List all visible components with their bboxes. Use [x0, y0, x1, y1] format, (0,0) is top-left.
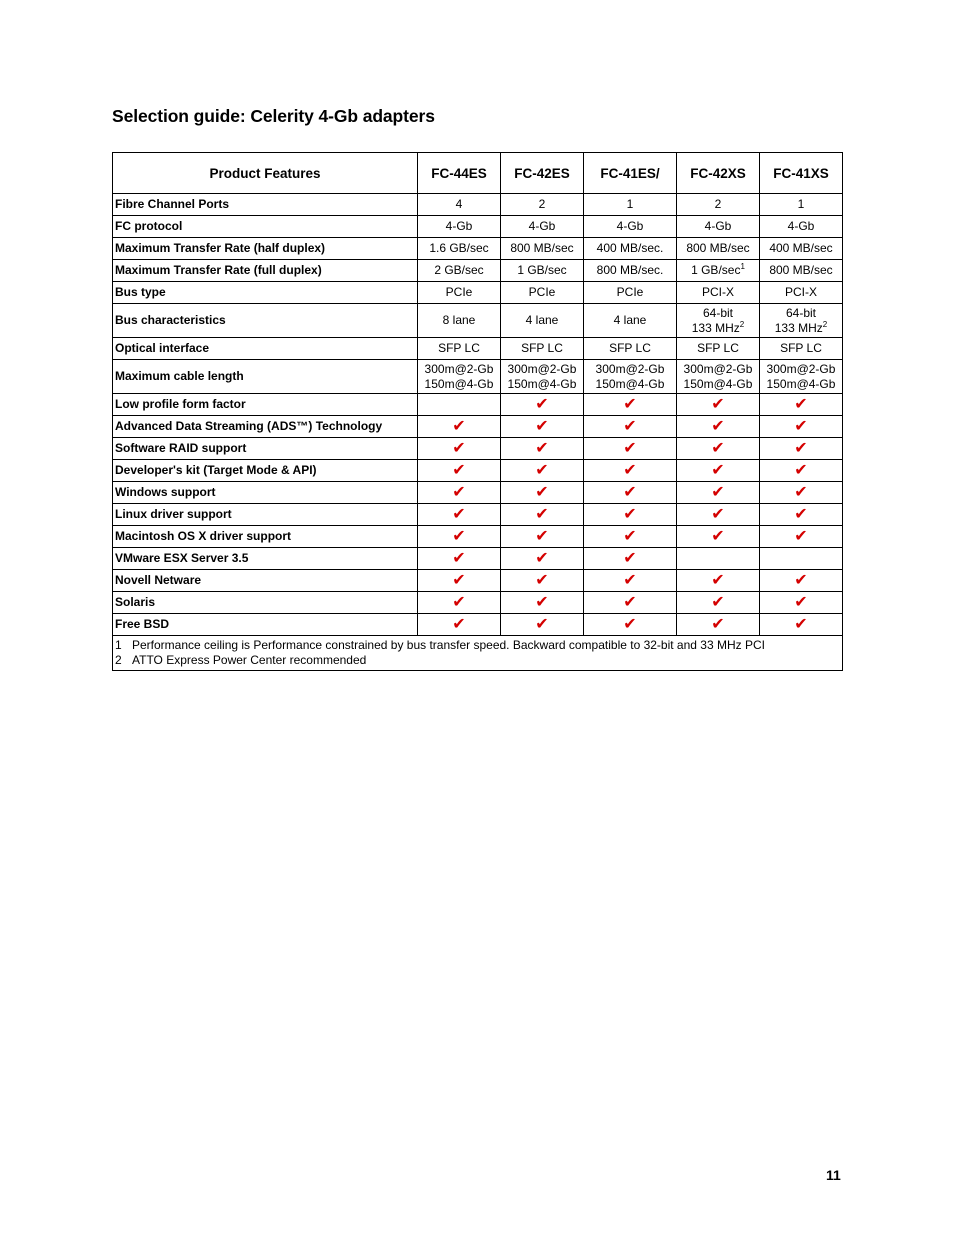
table-row: [113, 338, 843, 360]
feature-value-cell: [584, 282, 677, 304]
model-column-header: FC-42XS: [677, 153, 760, 194]
cell-text: 150m@4-Gb: [766, 376, 836, 391]
cell-text: 2: [714, 197, 722, 211]
feature-name: VMware ESX Server 3.5: [113, 548, 418, 570]
table-row: [113, 548, 843, 570]
feature-value-cell: [501, 482, 584, 504]
feature-value-cell: [418, 194, 501, 216]
table-row: [113, 614, 843, 636]
feature-value-cell: [677, 394, 760, 416]
feature-value-cell: [501, 360, 584, 394]
feature-value-cell: [584, 194, 677, 216]
cell-line: [420, 362, 498, 377]
feature-value-cell: [677, 238, 760, 260]
feature-value-cell: [501, 194, 584, 216]
feature-value-cell: [584, 438, 677, 460]
selection-guide-table: [112, 152, 843, 671]
feature-value-cell: [418, 438, 501, 460]
cell-text: 800 MB/sec.: [596, 263, 664, 277]
feature-value-cell: [760, 416, 843, 438]
cell-line: [679, 321, 757, 336]
table-row: [113, 216, 843, 238]
cell-text: PCIe: [616, 285, 644, 299]
feature-name: FC protocol: [113, 216, 418, 238]
cell-text: 4-Gb: [704, 219, 732, 233]
feature-value-cell: [584, 504, 677, 526]
feature-value-cell: [501, 304, 584, 338]
feature-value-cell: [677, 416, 760, 438]
feature-name: Windows support: [113, 482, 418, 504]
feature-value-cell: [418, 526, 501, 548]
cell-line: [679, 306, 757, 321]
table-row: [113, 504, 843, 526]
cell-text: 300m@2-Gb: [595, 361, 665, 376]
table-row: [113, 438, 843, 460]
check-mark-icon: ✔: [711, 417, 725, 435]
feature-value-cell: [418, 282, 501, 304]
check-mark-icon: ✔: [535, 439, 549, 457]
check-mark-icon: ✔: [452, 615, 466, 633]
check-mark-icon: ✔: [623, 395, 637, 413]
cell-text: 1: [797, 197, 805, 211]
cell-line: [762, 377, 840, 392]
feature-name: Macintosh OS X driver support: [113, 526, 418, 548]
table-row: [113, 592, 843, 614]
feature-value-cell: [677, 504, 760, 526]
check-mark-icon: ✔: [711, 439, 725, 457]
feature-name: Bus characteristics: [113, 304, 418, 338]
check-mark-icon: ✔: [711, 527, 725, 545]
check-mark-icon: ✔: [623, 483, 637, 501]
check-mark-icon: ✔: [535, 483, 549, 501]
feature-value-cell: [677, 614, 760, 636]
header-row: [113, 153, 843, 194]
feature-name: Novell Netware: [113, 570, 418, 592]
feature-value-cell: [418, 360, 501, 394]
feature-value-cell: [760, 614, 843, 636]
check-mark-icon: ✔: [623, 549, 637, 567]
cell-text: 64-bit: [785, 305, 817, 320]
feature-value-cell: [584, 416, 677, 438]
cell-line: [762, 362, 840, 377]
cell-text: SFP LC: [780, 341, 822, 355]
feature-value-cell: [677, 570, 760, 592]
feature-value-cell: [418, 394, 501, 416]
check-mark-icon: ✔: [794, 593, 808, 611]
cell-text: PCI-X: [701, 285, 734, 299]
cell-text: SFP LC: [609, 341, 651, 355]
check-mark-icon: ✔: [794, 395, 808, 413]
model-column-header: FC-42ES: [501, 153, 584, 194]
check-mark-icon: ✔: [535, 593, 549, 611]
cell-text: 800 MB/sec: [769, 263, 833, 277]
check-mark-icon: ✔: [535, 417, 549, 435]
cell-line: [503, 362, 581, 377]
feature-value-cell: [501, 592, 584, 614]
feature-value-cell: [418, 338, 501, 360]
feature-value-cell: [760, 504, 843, 526]
cell-text: 400 MB/sec: [769, 241, 833, 255]
check-mark-icon: ✔: [535, 527, 549, 545]
feature-value-cell: [584, 304, 677, 338]
cell-text: 1.6 GB/sec: [429, 241, 489, 255]
feature-value-cell: [418, 216, 501, 238]
cell-text: 800 MB/sec: [686, 241, 750, 255]
check-mark-icon: ✔: [623, 571, 637, 589]
feature-value-cell: [418, 416, 501, 438]
table-row: [113, 260, 843, 282]
check-mark-icon: ✔: [535, 571, 549, 589]
feature-value-cell: [501, 526, 584, 548]
feature-value-cell: [760, 460, 843, 482]
check-mark-icon: ✔: [452, 417, 466, 435]
check-mark-icon: ✔: [623, 417, 637, 435]
cell-text: 4-Gb: [528, 219, 556, 233]
check-mark-icon: ✔: [794, 615, 808, 633]
feature-value-cell: [760, 216, 843, 238]
footnote-text: Performance ceiling is Performance constrained by bus transfer speed. Backward compatible to 32-bit and 33 MHz PCI: [132, 638, 765, 652]
feature-value-cell: [501, 438, 584, 460]
check-mark-icon: ✔: [535, 615, 549, 633]
check-mark-icon: ✔: [452, 527, 466, 545]
feature-name: Bus type: [113, 282, 418, 304]
feature-value-cell: [760, 570, 843, 592]
footnote-text: ATTO Express Power Center recommended: [132, 653, 367, 667]
feature-value-cell: [584, 394, 677, 416]
cell-line: [420, 377, 498, 392]
feature-value-cell: [418, 482, 501, 504]
feature-value-cell: [501, 238, 584, 260]
check-mark-icon: ✔: [452, 439, 466, 457]
cell-text: 1 GB/sec: [691, 263, 741, 277]
cell-text: 150m@4-Gb: [424, 376, 494, 391]
feature-value-cell: [584, 260, 677, 282]
feature-value-cell: [584, 482, 677, 504]
cell-text: 1 GB/sec: [517, 263, 567, 277]
feature-value-cell: [501, 216, 584, 238]
check-mark-icon: ✔: [535, 395, 549, 413]
cell-text: 300m@2-Gb: [424, 361, 494, 376]
feature-value-cell: [760, 304, 843, 338]
cell-text: PCI-X: [784, 285, 817, 299]
feature-value-cell: [677, 216, 760, 238]
check-mark-icon: ✔: [623, 615, 637, 633]
cell-text: PCIe: [445, 285, 473, 299]
table-row: [113, 238, 843, 260]
feature-value-cell: [677, 360, 760, 394]
feature-value-cell: [760, 238, 843, 260]
check-mark-icon: ✔: [452, 549, 466, 567]
cell-text: SFP LC: [521, 341, 563, 355]
check-mark-icon: ✔: [711, 461, 725, 479]
table-body: [113, 194, 843, 636]
feature-value-cell: [760, 338, 843, 360]
check-mark-icon: ✔: [711, 395, 725, 413]
check-mark-icon: ✔: [623, 505, 637, 523]
check-mark-icon: ✔: [623, 461, 637, 479]
check-mark-icon: ✔: [452, 571, 466, 589]
cell-text: 1: [626, 197, 634, 211]
cell-text: 300m@2-Gb: [507, 361, 577, 376]
feature-value-cell: [418, 592, 501, 614]
feature-value-cell: [760, 282, 843, 304]
cell-line: [503, 377, 581, 392]
cell-text: 300m@2-Gb: [683, 361, 753, 376]
feature-value-cell: [501, 614, 584, 636]
cell-text: 4-Gb: [445, 219, 473, 233]
feature-value-cell: [418, 304, 501, 338]
cell-text: 133 MHz: [691, 320, 740, 335]
feature-value-cell: [418, 614, 501, 636]
feature-value-cell: [760, 548, 843, 570]
table-row: [113, 482, 843, 504]
feature-name: Fibre Channel Ports: [113, 194, 418, 216]
check-mark-icon: ✔: [794, 527, 808, 545]
table-row: [113, 282, 843, 304]
cell-text: 150m@4-Gb: [507, 376, 577, 391]
feature-value-cell: [760, 438, 843, 460]
feature-value-cell: [418, 548, 501, 570]
feature-value-cell: [760, 260, 843, 282]
feature-name: Advanced Data Streaming (ADS™) Technology: [113, 416, 418, 438]
feature-value-cell: [677, 526, 760, 548]
footnote-marker: 2: [739, 319, 745, 329]
check-mark-icon: ✔: [535, 549, 549, 567]
table-row: [113, 416, 843, 438]
feature-value-cell: [584, 338, 677, 360]
footnote: [115, 653, 840, 668]
footnote-number: 2: [115, 653, 122, 667]
cell-text: 8 lane: [442, 313, 476, 327]
feature-value-cell: [677, 304, 760, 338]
table-row: [113, 194, 843, 216]
feature-value-cell: [677, 194, 760, 216]
footnote-marker: 1: [740, 262, 745, 271]
model-column-header: FC-41ES/: [584, 153, 677, 194]
cell-text: 150m@4-Gb: [595, 376, 665, 391]
cell-text: 4-Gb: [616, 219, 644, 233]
feature-value-cell: [584, 238, 677, 260]
check-mark-icon: ✔: [452, 505, 466, 523]
feature-value-cell: [501, 282, 584, 304]
feature-value-cell: [501, 416, 584, 438]
check-mark-icon: ✔: [452, 461, 466, 479]
feature-value-cell: [677, 482, 760, 504]
feature-value-cell: [418, 504, 501, 526]
check-mark-icon: ✔: [452, 483, 466, 501]
model-column-header: FC-44ES: [418, 153, 501, 194]
feature-value-cell: [418, 570, 501, 592]
footnote-marker: 2: [822, 319, 828, 329]
feature-value-cell: [418, 238, 501, 260]
cell-text: 133 MHz: [774, 320, 823, 335]
feature-value-cell: [677, 260, 760, 282]
cell-text: 800 MB/sec: [510, 241, 574, 255]
table-row: [113, 394, 843, 416]
feature-name: Linux driver support: [113, 504, 418, 526]
cell-text: 4: [455, 197, 463, 211]
cell-line: [586, 377, 674, 392]
cell-text: 64-bit: [702, 305, 734, 320]
check-mark-icon: ✔: [794, 505, 808, 523]
check-mark-icon: ✔: [711, 593, 725, 611]
cell-text: SFP LC: [697, 341, 739, 355]
page-number: 11: [826, 1167, 841, 1183]
feature-value-cell: [584, 570, 677, 592]
feature-value-cell: [501, 394, 584, 416]
model-column-header: FC-41XS: [760, 153, 843, 194]
check-mark-icon: ✔: [535, 461, 549, 479]
feature-value-cell: [501, 460, 584, 482]
cell-text: 4 lane: [525, 313, 559, 327]
feature-value-cell: [760, 482, 843, 504]
feature-value-cell: [418, 260, 501, 282]
cell-text: 150m@4-Gb: [683, 376, 753, 391]
feature-column-header: Product Features: [113, 153, 418, 194]
check-mark-icon: ✔: [623, 593, 637, 611]
feature-value-cell: [760, 592, 843, 614]
check-mark-icon: ✔: [794, 417, 808, 435]
check-mark-icon: ✔: [794, 461, 808, 479]
footnote: [115, 638, 840, 653]
table-row: [113, 360, 843, 394]
feature-value-cell: [760, 394, 843, 416]
feature-value-cell: [584, 526, 677, 548]
feature-name: Software RAID support: [113, 438, 418, 460]
feature-value-cell: [501, 548, 584, 570]
feature-value-cell: [584, 592, 677, 614]
check-mark-icon: ✔: [711, 483, 725, 501]
feature-value-cell: [760, 194, 843, 216]
feature-value-cell: [501, 338, 584, 360]
feature-value-cell: [677, 548, 760, 570]
cell-line: [679, 362, 757, 377]
feature-value-cell: [584, 360, 677, 394]
footnotes: [113, 636, 843, 671]
feature-value-cell: [760, 526, 843, 548]
cell-line: [679, 377, 757, 392]
feature-value-cell: [501, 504, 584, 526]
page-title: Selection guide: Celerity 4-Gb adapters: [112, 106, 435, 126]
feature-value-cell: [677, 438, 760, 460]
feature-name: Maximum Transfer Rate (half duplex): [113, 238, 418, 260]
feature-value-cell: [584, 614, 677, 636]
table-row: [113, 570, 843, 592]
check-mark-icon: ✔: [794, 439, 808, 457]
feature-value-cell: [418, 460, 501, 482]
feature-value-cell: [584, 548, 677, 570]
cell-text: 2 GB/sec: [434, 263, 484, 277]
check-mark-icon: ✔: [535, 505, 549, 523]
cell-line: [762, 321, 840, 336]
cell-text: 4-Gb: [787, 219, 815, 233]
feature-name: Maximum Transfer Rate (full duplex): [113, 260, 418, 282]
table-row: [113, 460, 843, 482]
feature-name: Solaris: [113, 592, 418, 614]
footnotes-row: [113, 636, 843, 671]
check-mark-icon: ✔: [711, 571, 725, 589]
feature-name: Low profile form factor: [113, 394, 418, 416]
feature-value-cell: [501, 570, 584, 592]
cell-text: PCIe: [528, 285, 556, 299]
check-mark-icon: ✔: [711, 505, 725, 523]
cell-text: 2: [538, 197, 546, 211]
check-mark-icon: ✔: [452, 593, 466, 611]
feature-value-cell: [760, 360, 843, 394]
cell-text: 300m@2-Gb: [766, 361, 836, 376]
cell-text: SFP LC: [438, 341, 480, 355]
cell-line: [586, 362, 674, 377]
feature-value-cell: [677, 338, 760, 360]
feature-value-cell: [677, 460, 760, 482]
table-row: [113, 304, 843, 338]
cell-text: 400 MB/sec.: [596, 241, 664, 255]
feature-name: Maximum cable length: [113, 360, 418, 394]
check-mark-icon: ✔: [711, 615, 725, 633]
check-mark-icon: ✔: [794, 483, 808, 501]
check-mark-icon: ✔: [623, 527, 637, 545]
table-row: [113, 526, 843, 548]
feature-value-cell: [501, 260, 584, 282]
check-mark-icon: ✔: [794, 571, 808, 589]
feature-value-cell: [584, 460, 677, 482]
cell-line: [762, 306, 840, 321]
check-mark-icon: ✔: [623, 439, 637, 457]
feature-name: Optical interface: [113, 338, 418, 360]
feature-value-cell: [584, 216, 677, 238]
cell-text: 4 lane: [613, 313, 647, 327]
feature-value-cell: [677, 282, 760, 304]
footnote-number: 1: [115, 638, 122, 652]
feature-name: Free BSD: [113, 614, 418, 636]
feature-name: Developer's kit (Target Mode & API): [113, 460, 418, 482]
feature-value-cell: [677, 592, 760, 614]
